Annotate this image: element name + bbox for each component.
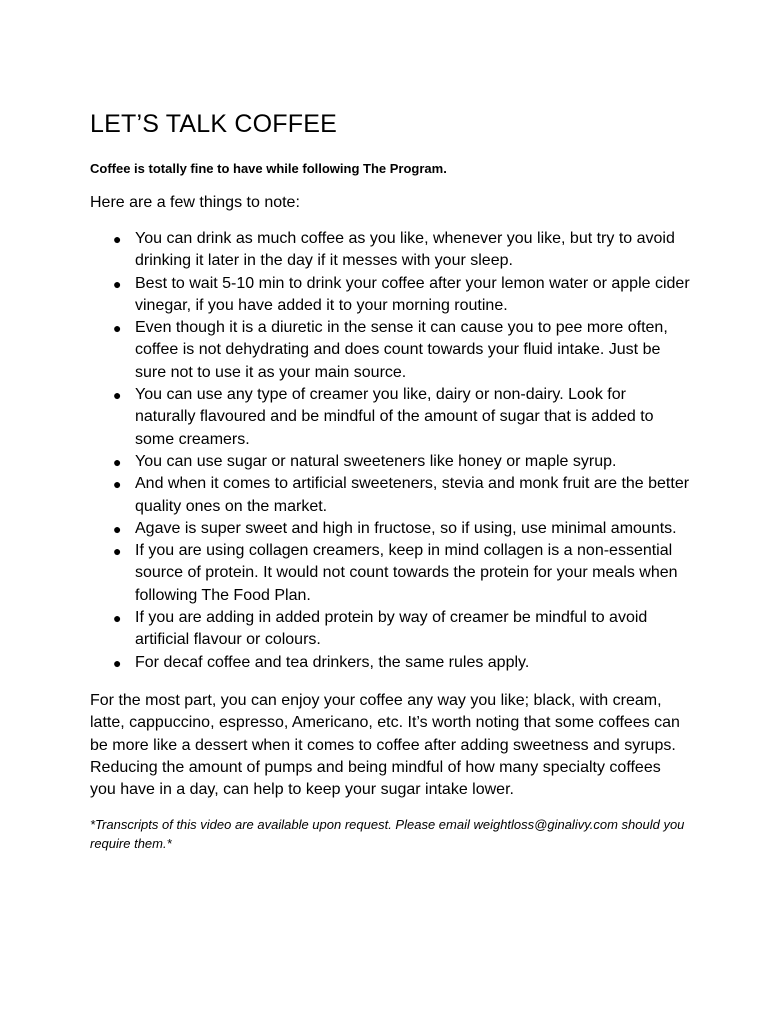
list-item [90,273,690,318]
document-page [90,106,690,853]
bullet-icon: ● [113,275,122,292]
list-item-text: You can drink as much coffee as you like, whenever you like, but try to avoid drinking it later in the day if it messes with your sleep. [135,230,675,270]
list-item-text: If you are adding in added protein by way of creamer be mindful to avoid artificial flavour or colours. [135,609,648,649]
list-item-text: You can use any type of creamer you like, dairy or non-dairy. Look for naturally flavoured and be mindful of the amount of sugar that is added to some creamers. [135,386,654,448]
list-item [90,384,690,451]
page-title: LET’S TALK COFFEE [90,110,337,138]
bullet-icon: ● [113,476,122,493]
list-item [90,317,690,384]
bullet-icon: ● [113,453,122,470]
bullet-list [90,228,690,674]
list-item [90,540,690,607]
footnote: *Transcripts of this video are available upon request. Please email weightloss@ginalivy.com should you require them.* [90,817,685,852]
bullet-icon: ● [113,654,122,671]
list-item [90,607,690,652]
bullet-icon: ● [113,543,122,560]
list-item [90,473,690,518]
list-item-text: And when it comes to artificial sweeteners, stevia and monk fruit are the better quality ones on the market. [135,475,690,515]
list-item [90,652,690,674]
list-item [90,451,690,473]
list-item-text: You can use sugar or natural sweeteners like honey or maple syrup. [135,452,617,470]
subtitle: Coffee is totally fine to have while following The Program. [90,161,447,176]
list-item [90,228,690,273]
bullet-icon: ● [113,387,122,404]
list-item-text: For decaf coffee and tea drinkers, the same rules apply. [135,653,530,671]
list-item-text: Best to wait 5-10 min to drink your coffee after your lemon water or apple cider vinegar, if you have added it to your morning routine. [135,274,690,314]
intro-text: Here are a few things to note: [90,194,300,211]
list-item-text: If you are using collagen creamers, keep in mind collagen is a non-essential source of protein. It would not count towards the protein for your meals when following The Food Plan. [135,542,678,604]
list-item [90,518,690,540]
bullet-icon: ● [113,610,122,627]
list-item-text: Even though it is a diuretic in the sense it can cause you to pee more often, coffee is not dehydrating and does count towards your fluid intake. Just be sure not to use it as your main source. [135,319,668,381]
list-item-text: Agave is super sweet and high in fructose, so if using, use minimal amounts. [135,519,677,537]
bullet-icon: ● [113,520,122,537]
bullet-icon: ● [113,231,122,247]
bullet-icon: ● [113,320,122,337]
outro-paragraph: For the most part, you can enjoy your coffee any way you like; black, with cream, latte, cappuccino, espresso, Americano, etc. It’s worth noting that some coffees can be more like a dessert when it comes to coffee after adding sweetness and syrups. Reducing the amount of pumps and being mindful of how many specialty coffees you have in a day, can help to keep your sugar intake lower. [90,691,680,799]
